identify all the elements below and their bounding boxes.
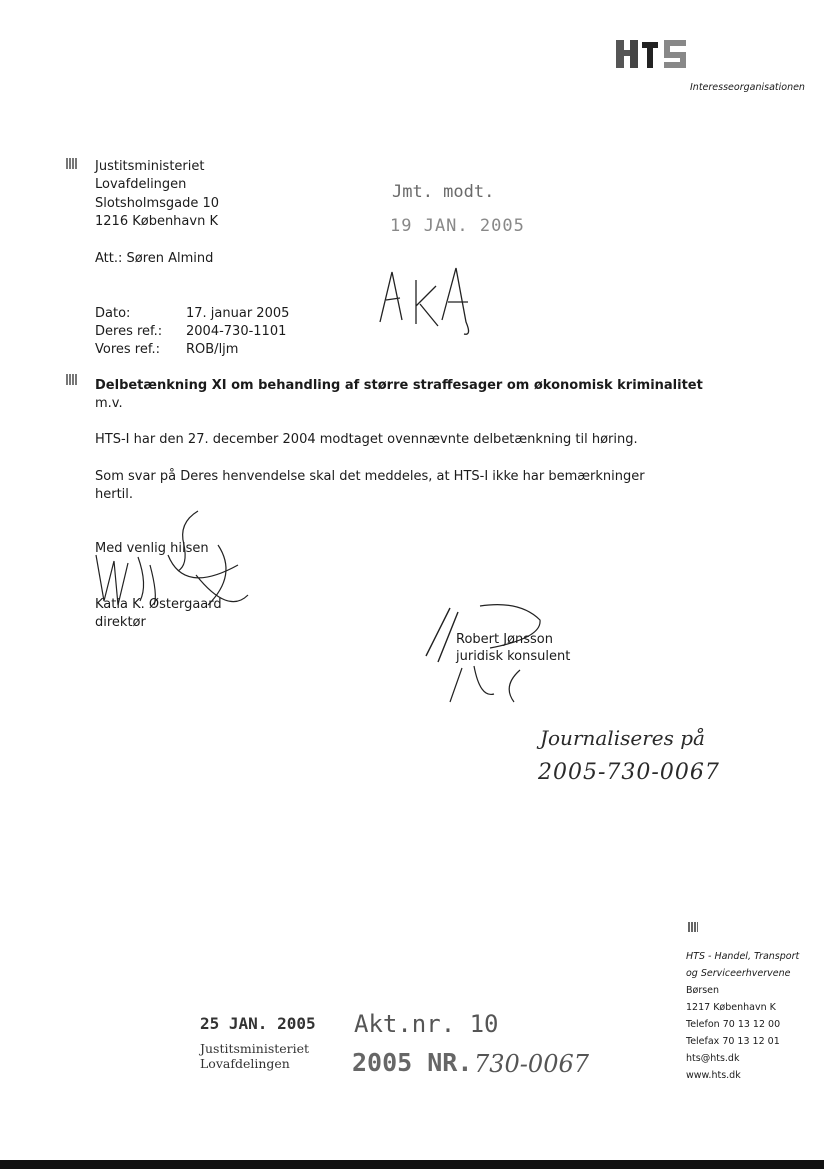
case-number: 730-0067 [474, 1050, 589, 1078]
body-paragraph-2-line-1: Som svar på Deres henvendelse skal det meddeles, at HTS-I ikke har bemærkninger [95, 469, 645, 484]
case-prefix: 2005 NR. [352, 1048, 473, 1077]
closing-greeting: Med venlig hilsen [95, 541, 209, 556]
handwritten-note-line-1: Journaliseres på [540, 726, 705, 750]
received-stamp-date: 19 JAN. 2005 [390, 216, 525, 236]
our-ref-value: ROB/ljm [186, 342, 239, 357]
hts-logo [616, 38, 696, 70]
subject-line-1: Delbetænkning XI om behandling af større straffesager om økonomisk kriminalitet [95, 378, 703, 393]
footer-fax: Telefax 70 13 12 01 [686, 1036, 780, 1047]
akt-number: Akt.nr. 10 [354, 1010, 499, 1038]
recipient-street: Slotsholmsgade 10 [95, 196, 220, 211]
received-stamp-label: Jmt. modt. [392, 182, 495, 202]
initials-signature [376, 262, 476, 342]
their-ref-label: Deres ref.: [95, 324, 163, 339]
signer-2-name: Robert Jønsson [456, 632, 553, 647]
recipient-department: Lovafdelingen [95, 177, 187, 192]
recipient-marker-icon [66, 158, 78, 169]
footer-email: hts@hts.dk [686, 1053, 740, 1064]
signer-2-title: juridisk konsulent [456, 649, 571, 664]
signer-1-name: Katia K. Østergaard [95, 597, 222, 612]
scan-bottom-edge [0, 1160, 824, 1169]
recipient-name: Justitsministeriet [95, 159, 205, 174]
subject-marker-icon [66, 374, 78, 385]
recipient-city: 1216 København K [95, 214, 218, 229]
body-paragraph-1: HTS-I har den 27. december 2004 modtaget ovennævnte delbetænkning til høring. [95, 432, 638, 447]
date-value: 17. januar 2005 [186, 306, 290, 321]
filing-stamp-date: 25 JAN. 2005 [200, 1014, 316, 1033]
footer-org-line-2: og Serviceerhvervene [686, 968, 791, 979]
footer-city: 1217 København K [686, 1002, 776, 1013]
attention-line: Att.: Søren Almind [95, 251, 214, 266]
footer-phone: Telefon 70 13 12 00 [686, 1019, 781, 1030]
signer-1-title: direktør [95, 615, 146, 630]
filing-stamp-dept-2: Lovafdelingen [200, 1056, 290, 1071]
org-tagline: Interesseorganisationen [690, 82, 805, 93]
body-paragraph-2-line-2: hertil. [95, 487, 134, 502]
handwritten-note-line-2: 2005-730-0067 [538, 760, 720, 785]
date-label: Dato: [95, 306, 131, 321]
footer-web: www.hts.dk [686, 1070, 741, 1081]
footer-building: Børsen [686, 985, 720, 996]
filing-stamp-dept-1: Justitsministeriet [200, 1041, 310, 1056]
footer-marker-icon [688, 922, 698, 932]
footer-org-line-1: HTS - Handel, Transport [686, 951, 800, 962]
their-ref-value: 2004-730-1101 [186, 324, 287, 339]
our-ref-label: Vores ref.: [95, 342, 160, 357]
subject-line-2: m.v. [95, 396, 123, 411]
